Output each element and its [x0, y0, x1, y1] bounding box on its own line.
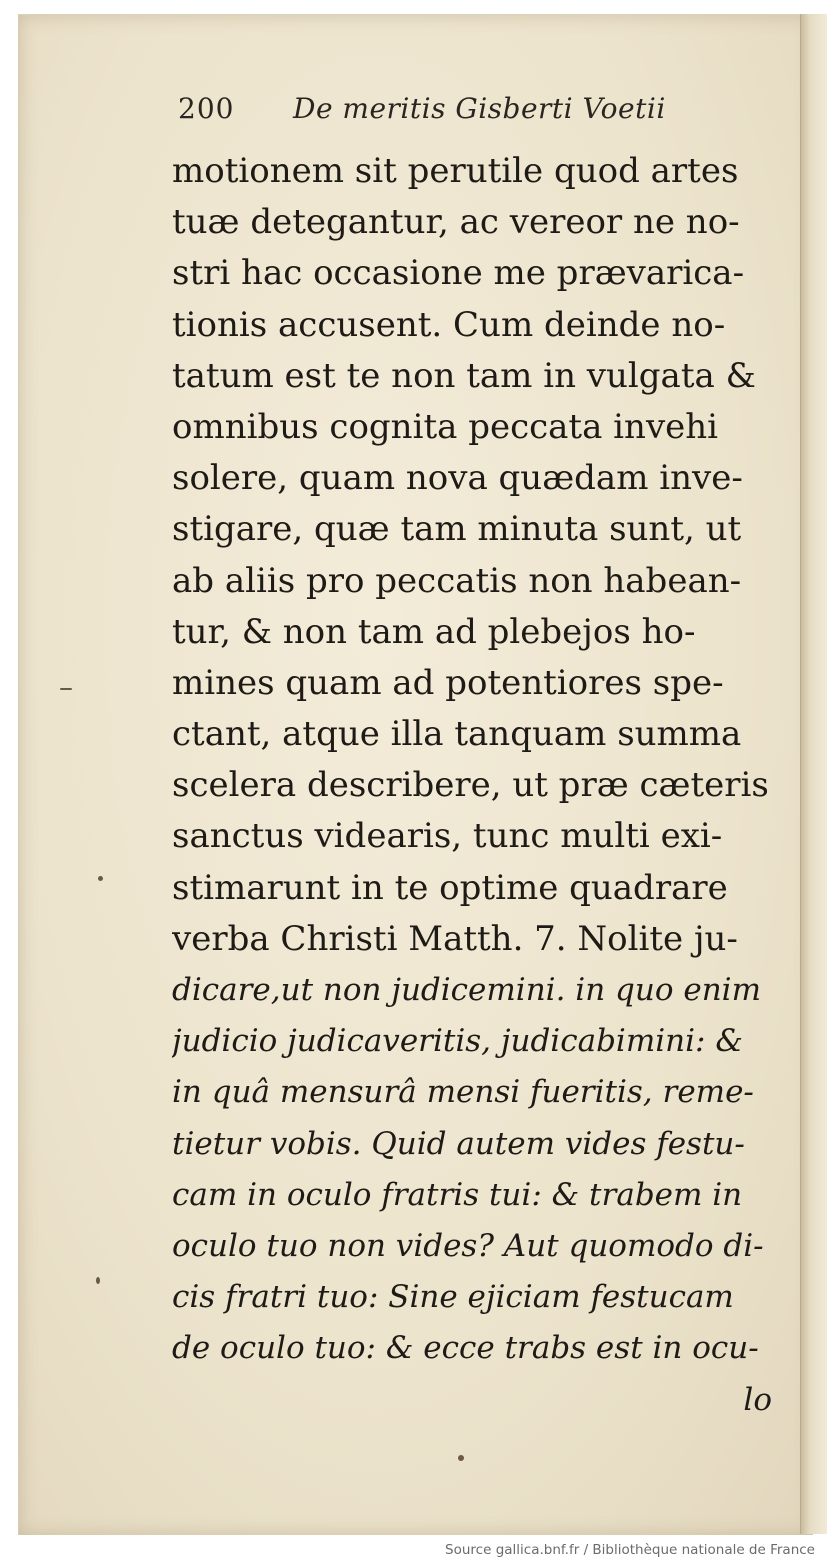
text-line: ab aliis pro peccatis non habean-	[172, 560, 742, 601]
text-line: tatum est te non tam in vulgata &	[172, 355, 756, 396]
text-line: tur, & non tam ad plebejos ho-	[172, 611, 696, 652]
italic-text-line: cis fratri tuo: Sine ejiciam festucam	[172, 1279, 734, 1316]
text-line: scelera describere, ut præ cæteris	[172, 765, 769, 806]
text-line: mines quam ad potentiores spe-	[172, 662, 724, 703]
text-line: sanctus videaris, tunc multi exi-	[172, 816, 723, 857]
paper-speck	[458, 1455, 464, 1461]
text-line: motionem sit perutile quod artes	[172, 151, 739, 191]
italic-text-line: de oculo tuo: & ecce trabs est in ocu-	[172, 1330, 759, 1367]
italic-text-line: oculo tuo non vides? Aut quomodo di-	[172, 1227, 764, 1264]
body-text	[172, 146, 784, 1426]
text-line: tuæ detegantur, ac vereor ne no-	[172, 202, 740, 243]
text-line: verba Christi Matth. 7. Nolite ju-	[172, 918, 738, 959]
italic-text-line: cam in oculo fratris tui: & trabem in	[172, 1176, 743, 1213]
italic-text-line: judicio judicaveritis, judicabimini: &	[172, 1023, 743, 1060]
page-headline	[178, 92, 738, 125]
text-line: stimarunt in te optime quadrare	[172, 867, 728, 908]
facing-page-edge	[800, 14, 827, 1534]
text-line: stigare, quæ tam minuta sunt, ut	[172, 509, 742, 550]
catchword: lo	[743, 1381, 772, 1418]
running-title: De meritis Gisberti Voetii	[293, 92, 666, 125]
paper-speck	[98, 876, 103, 881]
text-line: omnibus cognita peccata invehi	[172, 406, 719, 447]
paper-speck	[96, 1277, 100, 1284]
italic-text-line: dicare,ut non judicemini. in quo enim	[172, 972, 761, 1008]
text-line: ctant, atque illa tanquam summa	[172, 714, 742, 755]
text-line: tionis accusent. Cum deinde no-	[172, 304, 726, 345]
text-line: stri hac occasione me prævarica-	[172, 253, 745, 294]
page-number: 200	[178, 92, 235, 125]
italic-text-line: in quâ mensurâ mensi fueritis, reme-	[172, 1074, 754, 1111]
paper-speck	[60, 688, 72, 690]
source-attribution: Source gallica.bnf.fr / Bibliothèque nationale de France	[445, 1542, 815, 1558]
italic-text-line: tietur vobis. Quid autem vides festu-	[172, 1125, 745, 1162]
text-line: solere, quam nova quædam inve-	[172, 458, 743, 499]
